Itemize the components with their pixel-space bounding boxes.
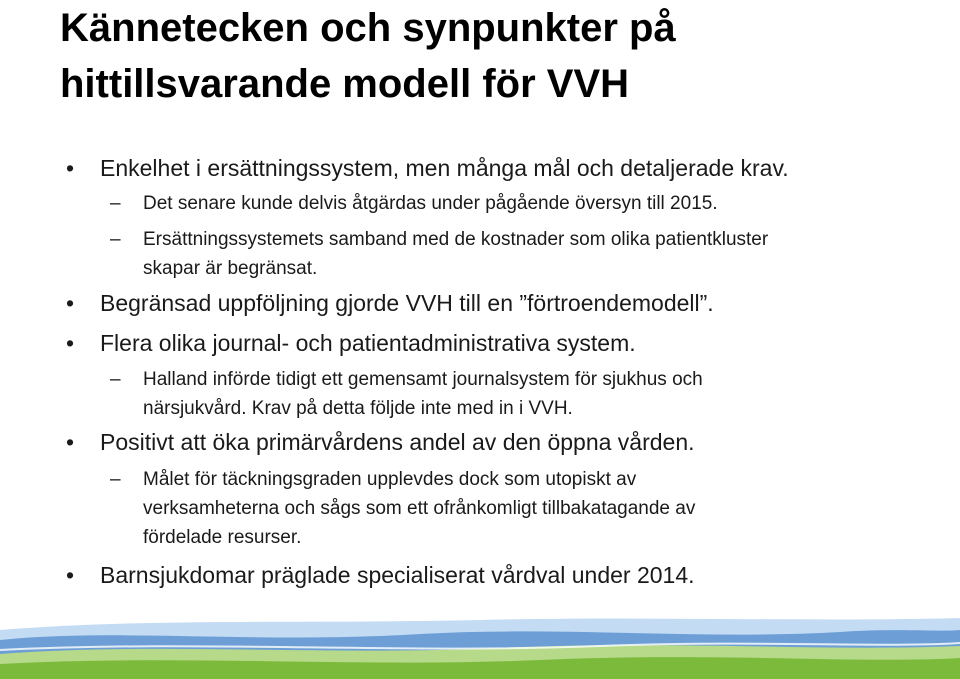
sub-bullet-text-line-1: Ersättningssystemets samband med de kostnader som olika patientkluster xyxy=(143,229,769,250)
bullet-text: Positivt att öka primärvårdens andel av den öppna vården. xyxy=(100,429,695,455)
sub-bullet-item xyxy=(110,189,943,218)
sub-bullet-item xyxy=(110,365,943,423)
sub-bullet-text-line-2: närsjukvård. Krav på detta följde inte med in i VVH. xyxy=(143,398,573,419)
bullet-marker: • xyxy=(66,330,75,356)
sub-bullet-item xyxy=(110,225,943,283)
sub-bullet-text-line-3: fördelade resurser. xyxy=(143,527,302,548)
title-line-1: Kännetecken och synpunkter på xyxy=(60,6,676,50)
bullet-item xyxy=(66,288,714,318)
title-line-2: hittillsvarande modell för VVH xyxy=(60,62,630,106)
sub-bullet-item xyxy=(110,465,943,552)
dash-marker: – xyxy=(110,469,121,490)
sub-bullet-text-line-1: Målet för täckningsgraden upplevdes dock som utopiskt av xyxy=(143,469,637,490)
bullet-item xyxy=(66,560,695,590)
sub-bullet-text-line-2: verksamheterna och sågs som ett ofrånkomligt tillbakatagande av xyxy=(143,498,696,519)
bullet-text: Begränsad uppföljning gjorde VVH till en ”förtroendemodell”. xyxy=(100,290,714,316)
dash-marker: – xyxy=(110,229,121,250)
bullet-text: Barnsjukdomar präglade specialiserat vårdval under 2014. xyxy=(100,562,695,588)
bullet-item xyxy=(66,427,695,457)
sub-bullet-text: Det senare kunde delvis åtgärdas under pågående översyn till 2015. xyxy=(143,193,718,214)
sub-bullet-text-line-2: skapar är begränsat. xyxy=(143,258,318,279)
bullet-item xyxy=(66,153,789,183)
bullet-item xyxy=(66,328,636,358)
decorative-landscape-footer xyxy=(0,610,960,679)
dash-marker: – xyxy=(110,193,121,214)
dash-marker: – xyxy=(110,369,121,390)
bullet-marker: • xyxy=(66,290,75,316)
sub-bullet-text-line-1: Halland införde tidigt ett gemensamt journalsystem för sjukhus och xyxy=(143,369,703,390)
bullet-marker: • xyxy=(66,429,75,455)
bullet-text: Enkelhet i ersättningssystem, men många mål och detaljerade krav. xyxy=(100,155,789,181)
bullet-text: Flera olika journal- och patientadministrativa system. xyxy=(100,330,636,356)
bullet-marker: • xyxy=(66,155,75,181)
bullet-marker: • xyxy=(66,562,75,588)
